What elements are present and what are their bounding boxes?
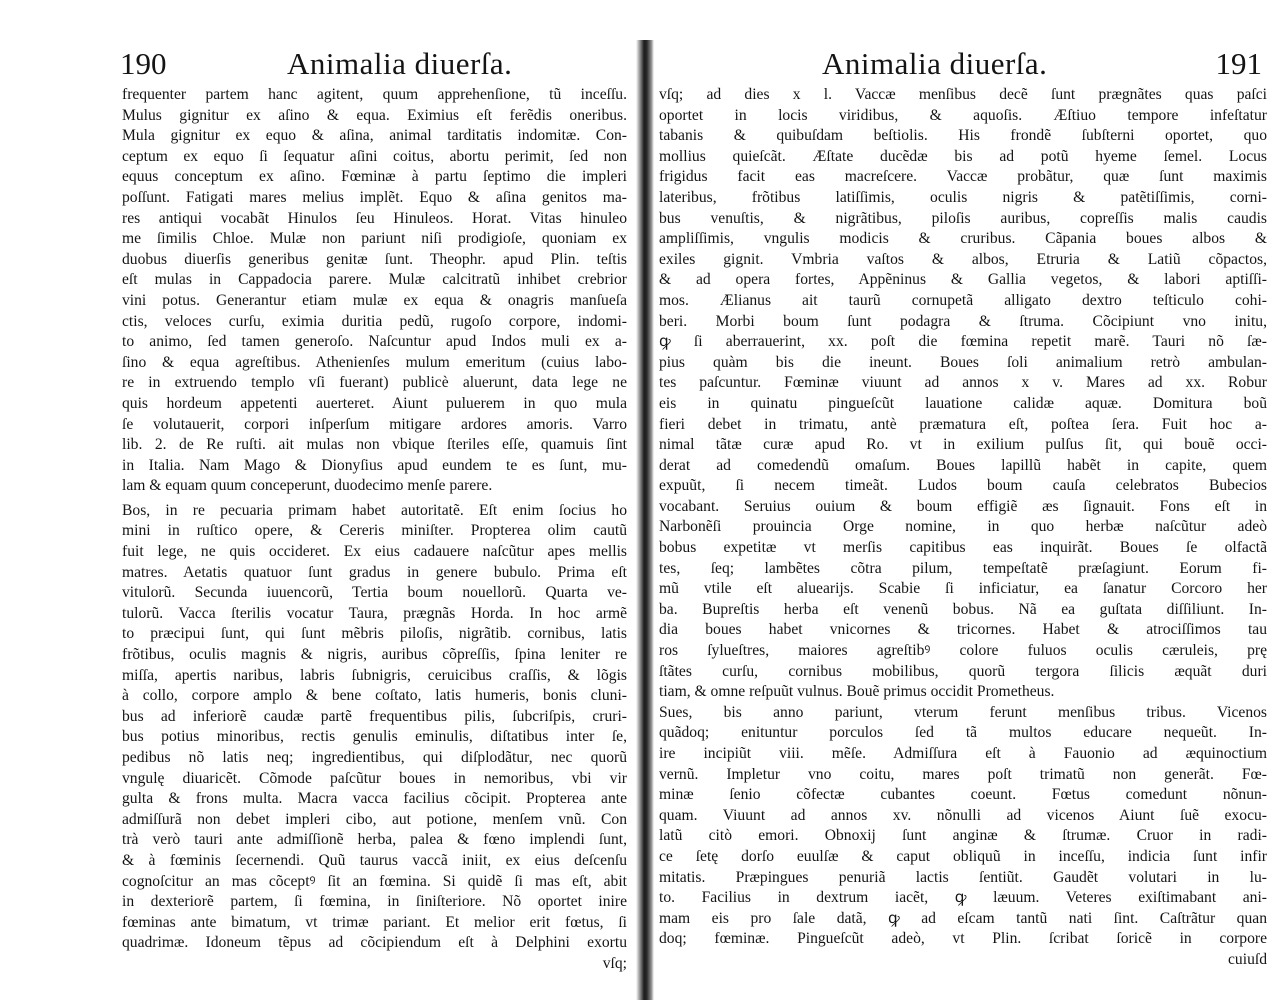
text-line: fuit lege, ne quis occideret. Ex eius cadauere naſcũtur apes mellis — [122, 543, 627, 561]
text-line: tabanis & quibuſdam beſtiolis. His frondẽ ſubſterni oportet, quo — [659, 127, 1267, 145]
left-page-text — [122, 85, 627, 975]
text-line: exiles gignit. Vmbria vaſtos & albos, Etruria & Latiũ cõpactos, — [659, 250, 1267, 268]
text-line: ce ſetę dorſo euulſæ & caput obliquũ in inceſſu, indicia ſunt infir — [659, 847, 1267, 865]
text-line: quãdoq; enituntur porculos ſed tã multos educare nequeũt. In- — [659, 724, 1267, 742]
text-line: matres. Aetatis quatuor ſunt gradus in genere bubulo. Prima eſt — [122, 563, 627, 581]
left-page-header — [120, 44, 630, 84]
text-line: mũ vtile eſt aluearijs. Scabie ſi inficiatur, ea ſanatur Corcoro her — [659, 580, 1267, 598]
text-line: bobus expetitæ vt merſis capitibus eas inquirãt. Boues ſe olfactã — [659, 539, 1267, 557]
text-line: pius quàm bis die ineunt. Boues ſoli animalium retrò ambulan- — [659, 353, 1267, 371]
text-line: poſſunt. Fatigati mares melius implẽt. Equo & aſina genitos ma- — [122, 188, 627, 206]
text-line: minæ ſenio cõfectæ cubantes coeunt. Fœtus comedunt nõnun- — [659, 786, 1267, 804]
text-line: equus conceptum ex aſino. Fœminæ à partu ſeptimo die impleri — [122, 168, 627, 186]
text-line: beri. Morbi boum ſunt podagra & ſtruma. Cõcipiunt vno initu, — [659, 312, 1267, 330]
text-line: cognoſcitur an mas cõceptꝰ ſit an fœmina. Si quidẽ ſi mas eſt, abit — [122, 872, 627, 890]
text-line: bus ad inferiorẽ caudæ partẽ frequentibus pilis, ſubcriſpis, cruri- — [122, 707, 627, 725]
text-line: vini potus. Generantur etiam mulæ ex equa & onagris manſueſa — [122, 291, 627, 309]
text-line: frõtibus, oculis magnis & nigris, auribus cõpreſſis, ſpina leniter re — [122, 646, 627, 664]
text-line: derat ad comedendũ omaſum. Boues lapillũ habẽt in capite, quem — [659, 456, 1267, 474]
right-page-text — [659, 85, 1267, 971]
text-line: to animo, ſed tamen generoſo. Naſcuntur apud Indos muli ex a- — [122, 333, 627, 351]
right-running-title: Animalia diuerſa. — [822, 46, 1048, 81]
text-line: lam & equam quum conceperunt, duodecimo menſe parere. — [122, 477, 493, 495]
text-line: mam eis pro ſale datã, ꝙ ad eſcam tantũ nati ſint. Caſtrãtur quan — [659, 909, 1267, 927]
text-line: expuũt, ſi necem timeãt. Ludos boum cauſa celebratos Bubecios — [659, 477, 1267, 495]
text-line: mos. Ælianus ait taurũ cornupetã alligato dextro teſticulo cohi- — [659, 291, 1267, 309]
text-line: miſſa, apertis naribus, labris ſubnigris, ceruicibus craſſis, & lõgis — [122, 666, 627, 684]
text-line: gulta & frons multa. Macra vacca facilius cõcipit. Propterea ante — [122, 790, 627, 808]
text-line: to. Facilius in dextrum iacẽt, ꝙ læuum. Veteres exiſtimabant ani- — [659, 889, 1267, 907]
text-line: & à fœminis ſecernendi. Quũ taurus vaccã iniit, ex eius deſcenſu — [122, 851, 627, 869]
text-line: re in extruendo templo vſi fuerant) publicè aluerunt, data lege ne — [122, 374, 627, 392]
text-line: vitulorũ. Secunda iuuencorũ, Tertia boum nouellorũ. Quarta ve- — [122, 584, 627, 602]
text-line: in Italia. Nam Mago & Dionyſius apud eundem te es ſunt, mu- — [122, 456, 627, 474]
text-line: me ſimilis Chloe. Mulæ non pariunt niſi prodigioſe, quoniam ex — [122, 230, 627, 248]
text-line: res antiqui vocabãt Hinulos ſeu Hinuleos. Horat. Vitas hinuleo — [122, 209, 627, 227]
text-line: vernũ. Impletur vno coitu, mares poſt trimatũ non generãt. Fœ- — [659, 765, 1267, 783]
text-line: duobus diuerſis generibus genitæ ſunt. Theophr. apud Plin. teſtis — [122, 250, 627, 268]
text-line: ire incipiũt viii. mẽſe. Admiſſura eſt à Fauonio ad æquinoctium — [659, 745, 1267, 762]
catchword: vſq; — [602, 954, 627, 972]
text-line: vocabant. Seruius ouium & boum effigiẽ æs ſignauit. Fons eſt in — [659, 497, 1267, 515]
text-line: Mulus gignitur ex aſino & equa. Eximius eſt ferẽdis oneribus. — [122, 106, 627, 124]
text-line: eis in quinatu pingueſcũt lauatione calidæ aquæ. Domitura boũ — [659, 394, 1267, 412]
left-running-title: Animalia diuerſa. — [287, 46, 513, 81]
text-line: quis hordeum appetenti auerteret. Aiunt puluerem in quo mula — [122, 394, 627, 412]
text-line: mini in ruſtico opere, & Cereris miniſter. Propterea olim cautũ — [122, 522, 627, 540]
text-line: ctis, veloces curſu, eximia duritia pedũ, rugoſo corpore, indomi- — [122, 312, 627, 330]
text-line: trà verò tauri ante admiſſionẽ herba, palea & fœno implendi ſunt, — [122, 831, 627, 849]
text-line: pedibus nõ latis neq; ingredientibus, qui diſplodãtur, nec quorũ — [122, 749, 627, 766]
text-line: tes, ſeq; lambẽtes cõtra pilum, tempeſtatẽ præſagiunt. Eorum fi- — [659, 559, 1267, 577]
text-line: ceptum ex equo ſi ſequatur aſini coitus, abortu perimit, ſed non — [122, 147, 627, 165]
text-line: ampliſſimis, vngulis modicis & cruribus. Cãpania boues albos & — [659, 230, 1267, 248]
text-line: quadrimæ. Idoneum tẽpus ad cõcipiendum eſt à Delphini exortu — [122, 934, 627, 952]
text-line: doq; fœminæ. Pingueſcũt adeò, vt Plin. ſcribat ſoricẽ in corpore — [659, 930, 1267, 948]
text-line: oportet in locis viridibus, & aquoſis. Æſtiuo tempore infeſtatur — [659, 106, 1267, 124]
text-line: tulorũ. Vacca ſterilis vocatur Taura, prægnãs Horda. In hoc armẽ — [122, 604, 627, 622]
text-line: ſtãtes curſu, cornibus mobilibus, quorũ tergora ſilicis æquãt duri — [659, 662, 1267, 680]
text-line: ſino & equa agreſtibus. Athenienſes mulum emeritum (cuius labo- — [122, 353, 627, 371]
text-line: à collo, corpore amplo & bene coſtato, latis humeris, bonis cluni- — [122, 687, 627, 705]
text-line: vngulę diuaricẽt. Cõmode paſcũtur boues in nemoribus, vbi vir — [122, 769, 627, 787]
text-line: admiſſurã non debet impleri cibo, aut potione, menſem vnũ. Con — [122, 810, 627, 828]
text-line: tiam, & omne reſpuũt vulnus. Bouẽ primus occidit Prometheus. — [659, 683, 1055, 701]
catchword: cuiuſd — [1228, 950, 1267, 968]
text-line: lib. 2. de Re ruſti. ait mulas non vbique ſteriles eſſe, quamuis ſint — [122, 436, 627, 454]
text-line: Mula gignitur ex equo & aſina, animal tarditatis indomitæ. Con- — [122, 127, 627, 145]
right-page-number: 191 — [1215, 46, 1262, 81]
text-line: bus venuſtis, & nigrãtibus, piloſis auribus, copreſſis malis caudis — [659, 209, 1267, 227]
text-line: fœminas ante bimatum, vt trimæ pariant. Et melior erit fœtus, ſi — [122, 913, 627, 931]
text-line: mollius quieſcãt. Æſtate ducẽdæ bis ad potũ hyeme ſemel. Locus — [659, 147, 1267, 165]
text-line: Narbonẽſi prouincia Orge nomine, in quo herbæ naſcũtur adeò — [659, 518, 1267, 536]
text-line: vſq; ad dies x l. Vaccæ menſibus decẽ ſunt prægnãtes quas paſci — [659, 86, 1267, 103]
text-line: fieri debet in trimatu, antè præmatura eſt, poſtea ſera. Fuit hoc a- — [659, 415, 1267, 433]
right-page — [650, 0, 1287, 1000]
text-line: latũ citò emori. Obnoxij ſunt anginæ & ſtrumæ. Cruor in radi- — [659, 827, 1267, 845]
right-page-header — [810, 44, 1280, 84]
text-line: Bos, in re pecuaria primam habet autoritatẽ. Eſt enim ſocius ho — [122, 501, 627, 519]
text-line: ſe volutauerit, corpori inſperſum mitigare ardores amoris. Varro — [122, 415, 627, 433]
text-line: quam. Viuunt ad annos xv. nõnulli ad vicenos Aiunt ſuẽ exocu- — [659, 806, 1267, 824]
text-line: frequenter partem hanc agitent, quum apprehenſione, tũ inceſſu. — [122, 86, 627, 103]
text-line: ros ſylueſtres, maiores agreſtibꝰ colore fuluos oculis cæruleis, prę — [659, 642, 1267, 660]
text-line: bus potius minoribus, rectis genulis eminulis, diſtatibus inter ſe, — [122, 728, 627, 746]
left-page — [0, 0, 640, 1000]
text-line: lateribus, frõtibus latiſſimis, oculis nigris & patẽtiſſimis, corni- — [659, 188, 1267, 206]
text-line: & ad opera fortes, Appẽninus & Gallia vegetos, & labori aptiſſi- — [659, 271, 1267, 289]
text-line: in dexteriorẽ partem, ſi fœmina, in ſiniſteriore. Nõ oportet inire — [122, 893, 627, 911]
text-line: tes paſcuntur. Fœminæ viuunt ad annos x v. Mares ad xx. Robur — [659, 374, 1267, 392]
text-line: eſt mulas in Cappadocia parere. Mulæ calcitratũ inhibet crebrior — [122, 271, 627, 289]
text-line: ꝙ ſi aberrauerint, xx. poſt die fœmina repetit marẽ. Tauri nõ ſæ- — [659, 333, 1267, 351]
text-line: Sues, bis anno pariunt, vterum ferunt menſibus tribus. Vicenos — [659, 703, 1267, 721]
text-line: dia boues habet vnicornes & tricornes. Habet & atrociſſimos tau — [659, 621, 1267, 639]
left-page-number: 190 — [120, 46, 167, 81]
text-line: mitatis. Præpingues penuriã lactis ſentiũt. Gaudẽt volutari in lu- — [659, 868, 1267, 886]
text-line: nimal tãtæ curæ apud Ro. vt in exilium pulſus ſit, qui bouẽ occi- — [659, 436, 1267, 454]
text-line: to præcipui ſunt, qui ſunt mẽbris piloſis, nigrãtib. cornibus, latis — [122, 625, 627, 643]
text-line: ba. Bupreſtis herba eſt venenũ bobus. Nã ea guſtata diſſiliunt. In- — [659, 600, 1267, 618]
text-line: frigidus facit eas macreſcere. Vaccæ probãtur, quæ ſunt maximis — [659, 168, 1267, 186]
